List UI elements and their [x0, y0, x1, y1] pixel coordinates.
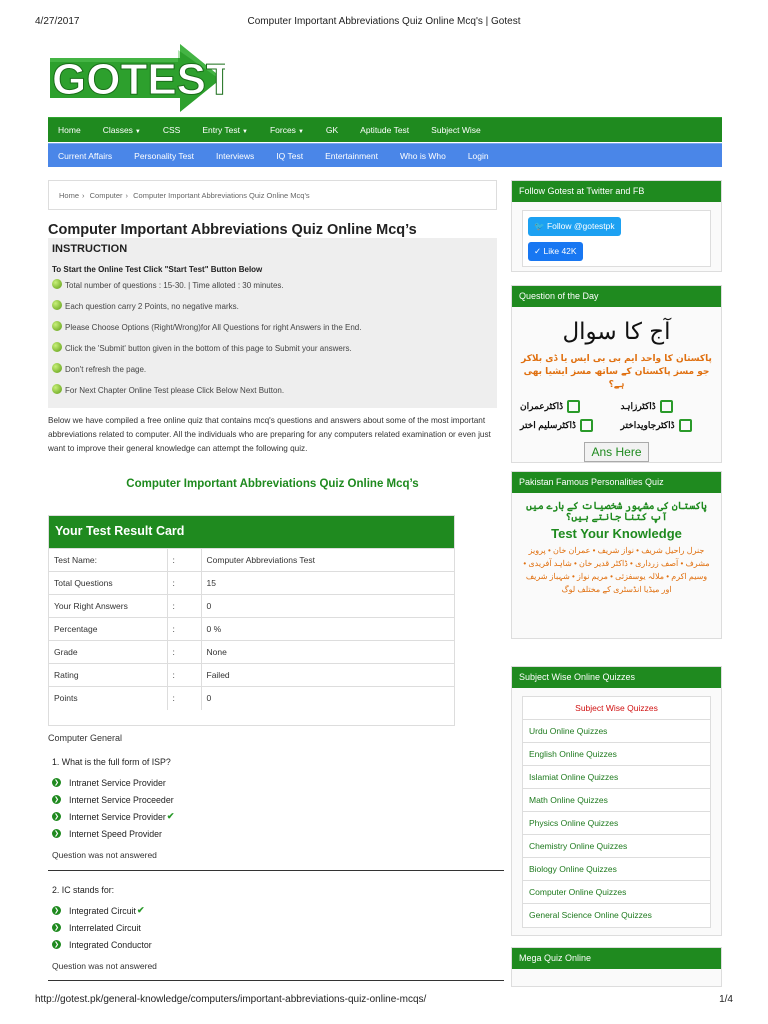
caret-down-icon: ▼ [297, 129, 304, 135]
result-table [49, 548, 454, 710]
green-bullet-icon [52, 321, 62, 331]
nav-item-label: Forces [269, 125, 296, 135]
print-date: 4/27/2017 [35, 16, 80, 27]
answer-option-text: Integrated Circuit [69, 905, 136, 916]
question-status: Question was not answered [52, 850, 157, 860]
subject-quizzes-heading: Subject Wise Online Quizzes [512, 667, 721, 688]
subject-quiz-link[interactable]: Chemistry Online Quizzes [523, 835, 710, 858]
arrow-circle-icon: ❯ [53, 908, 60, 914]
answer-option-text: Intranet Service Provider [69, 777, 166, 788]
instruction-item-text: Don't refresh the page. [65, 365, 147, 374]
subject-quiz-link[interactable]: Islamiat Online Quizzes [523, 766, 710, 789]
subject-list-title: Subject Wise Quizzes [523, 697, 710, 720]
primary-nav [48, 117, 722, 142]
subject-quiz-link[interactable]: English Online Quizzes [523, 743, 710, 766]
instruction-item [52, 344, 493, 365]
instruction-item [52, 323, 493, 344]
result-value: 0 [201, 595, 454, 618]
subject-quiz-link[interactable]: Math Online Quizzes [523, 789, 710, 812]
subject-quiz-link[interactable]: Computer Online Quizzes [523, 881, 710, 904]
result-card [48, 515, 455, 726]
qotd-heading: Question of the Day [512, 286, 721, 307]
correct-check-icon: ✔ [166, 811, 175, 821]
logo-text: GOTEST [52, 55, 225, 104]
result-value: None [201, 641, 454, 664]
breadcrumb-computer[interactable]: Computer [89, 191, 123, 200]
answer-option[interactable] [52, 774, 504, 791]
qotd-option-text: ڈاکٹرعمران [520, 401, 564, 411]
question-divider [48, 870, 504, 871]
answer-option-text: Integrated Conductor [69, 939, 152, 950]
nav-item-login[interactable]: Login [467, 150, 489, 161]
result-value: Computer Abbreviations Test [201, 549, 454, 572]
qotd-option-text: ڈاکٹرسلیم اختر [520, 420, 576, 430]
qotd-option[interactable] [621, 419, 714, 432]
subject-quiz-list [522, 696, 711, 928]
qotd-option-text: ڈاکٹرزاہد [620, 401, 656, 411]
result-value: Failed [201, 664, 454, 687]
result-separator: : [167, 664, 201, 687]
result-row [49, 572, 454, 595]
question-divider [48, 980, 504, 981]
mega-quiz-widget [511, 947, 722, 987]
nav-item-personality-test[interactable]: Personality Test [134, 150, 195, 161]
personalities-urdu-names: جنرل راحیل شریف • نواز شریف • عمران خان • پرویز مشرف • آصف زرداری • ڈاکٹر قدیر خان • شاہد آفریدی • وسیم اکرم • ملالہ یوسفزئی • مریم نواز • شہباز شریف اور میڈیا انڈسٹری کے مختلف لوگ [523, 546, 710, 594]
answer-option[interactable] [52, 936, 504, 953]
correct-check-icon: ✔ [137, 905, 145, 915]
nav-item-label: Home [58, 125, 81, 135]
result-separator: : [167, 549, 201, 572]
qotd-option[interactable] [520, 400, 613, 413]
answer-option[interactable] [52, 825, 504, 842]
nav-item-entertainment[interactable]: Entertainment [325, 150, 378, 161]
result-row [49, 687, 454, 710]
qotd-widget [511, 285, 722, 463]
secondary-nav [48, 143, 722, 167]
arrow-circle-icon: ❯ [53, 797, 60, 803]
question-text: 1. What is the full form of ISP? [52, 757, 171, 767]
question-status: Question was not answered [52, 961, 157, 971]
facebook-like-label: Like 42K [543, 246, 577, 256]
result-label: Your Right Answers [49, 595, 167, 618]
answer-option-text: Internet Speed Provider [69, 828, 162, 839]
green-bullet-icon [52, 342, 62, 352]
nav-item-label: Classes [102, 125, 133, 135]
subject-quizzes-widget [511, 666, 722, 936]
follow-widget [511, 180, 722, 272]
nav-item-interviews[interactable]: Interviews [216, 150, 255, 161]
checkbox-icon [567, 400, 580, 413]
nav-item-who-is-who[interactable]: Who is Who [400, 150, 446, 161]
nav-item-gk[interactable] [326, 125, 338, 135]
result-label: Points [49, 687, 167, 710]
instruction-item-text: Total number of questions : 15-30. | Time alloted : 30 minutes. [65, 281, 284, 290]
logo-graphic [50, 42, 225, 114]
checkbox-icon [660, 400, 673, 413]
subject-quiz-link[interactable]: Urdu Online Quizzes [523, 720, 710, 743]
section-label: Computer General [48, 733, 123, 743]
instruction-item-text: Click the 'Submit' button given in the bottom of this page to Submit your answers. [65, 344, 352, 353]
result-separator: : [167, 618, 201, 641]
print-page-number: 1/4 [719, 994, 733, 1005]
answer-option-text: Internet Service Provider [69, 811, 166, 822]
nav-item-entry-test[interactable] [202, 125, 248, 135]
result-label: Test Name: [49, 549, 167, 572]
instruction-item [52, 365, 493, 386]
print-header [35, 16, 733, 30]
instruction-item [52, 386, 493, 407]
result-label: Total Questions [49, 572, 167, 595]
gotest-logo[interactable] [50, 42, 225, 114]
print-url: http://gotest.pk/general-knowledge/computers/important-abbreviations-quiz-online-mcqs/ [35, 994, 427, 1005]
breadcrumb-home[interactable]: Home [59, 191, 80, 200]
green-bullet-icon [52, 363, 62, 373]
social-panel [522, 210, 711, 267]
answer-here-button[interactable]: Ans Here [584, 442, 648, 462]
subject-quiz-link[interactable]: Physics Online Quizzes [523, 812, 710, 835]
quiz-title: Computer Important Abbreviations Quiz Online Mcq’s [126, 478, 419, 490]
question-2 [52, 885, 504, 971]
result-value: 15 [201, 572, 454, 595]
result-row [49, 549, 454, 572]
caret-down-icon: ▼ [134, 129, 141, 135]
nav-item-forces[interactable] [270, 125, 304, 135]
answer-option[interactable] [52, 919, 504, 936]
result-card-title: Your Test Result Card [49, 516, 454, 548]
subject-quiz-link[interactable]: General Science Online Quizzes [529, 910, 652, 920]
mega-quiz-heading: Mega Quiz Online [512, 948, 721, 969]
test-your-knowledge: Test Your Knowledge [551, 526, 682, 541]
facebook-like-button[interactable]: ✓ Like 42K [528, 242, 583, 261]
instruction-item-text: Each question carry 2 Points, no negative marks. [65, 302, 239, 311]
answer-option-text: Internet Service Proceeder [69, 794, 174, 805]
answer-option[interactable] [52, 902, 504, 919]
result-separator: : [167, 572, 201, 595]
result-row [49, 618, 454, 641]
subject-quiz-link[interactable]: Biology Online Quizzes [523, 858, 710, 881]
intro-paragraph: Below we have compiled a free online quiz that contains mcq's questions and answers about some of the most important abbreviations related to computer. All the individuals who are preparing for any computers related examination or even just want to improve their general knowledge can attempt the following quiz. [48, 416, 491, 453]
nav-item-label: Subject Wise [431, 125, 481, 135]
result-value: 0 [201, 687, 454, 710]
nav-item-label: Aptitude Test [360, 125, 410, 135]
nav-item-subject-wise[interactable] [431, 125, 481, 135]
result-label: Percentage [49, 618, 167, 641]
arrow-circle-icon: ❯ [53, 942, 60, 948]
twitter-follow-label: Follow @gotestpk [546, 221, 615, 231]
arrow-circle-icon: ❯ [53, 780, 60, 786]
result-row [49, 595, 454, 618]
personalities-urdu-line: پاکستان کی مشہور شخصیات کے بارے میں آپ کتنا جانتے ہیں؟ [526, 501, 707, 523]
qotd-urdu-question: پاکستان کا واحد ایم بی بی ایس یا ڈی بلاکر جو مسز پاکستان کے ساتھ مسز ایشیا بھی ہے؟ [521, 354, 712, 390]
print-title: Computer Important Abbreviations Quiz Online Mcq's | Gotest [247, 16, 521, 27]
qotd-urdu-title: آج کا سوال [562, 319, 671, 345]
result-separator: : [167, 595, 201, 618]
nav-item-label: CSS [162, 125, 181, 135]
caret-down-icon: ▼ [242, 129, 248, 135]
result-row [49, 664, 454, 687]
result-label: Grade [49, 641, 167, 664]
nav-item-label: Entry Test [202, 125, 240, 135]
nav-item-current-affairs[interactable]: Current Affairs [58, 150, 113, 161]
personalities-widget[interactable] [511, 471, 722, 639]
arrow-circle-icon: ❯ [53, 925, 60, 931]
follow-heading: Follow Gotest at Twitter and FB [512, 181, 721, 202]
green-bullet-icon [52, 300, 62, 310]
question-1 [52, 757, 504, 860]
answer-option[interactable] [52, 791, 504, 808]
breadcrumb: Home › Computer › Computer Important Abbreviations Quiz Online Mcq's [48, 180, 497, 210]
nav-item-home[interactable] [58, 125, 81, 135]
question-text: 2. IC stands for: [52, 885, 115, 895]
instruction-lead: To Start the Online Test Click "Start Test" Button Below [52, 265, 263, 274]
instruction-item-text: Please Choose Options (Right/Wrong)for All Questions for right Answers in the End. [65, 323, 362, 332]
instruction-item-text: For Next Chapter Online Test please Click Below Next Button. [65, 386, 285, 395]
instruction-item [52, 302, 493, 323]
checkbox-icon [679, 419, 692, 432]
nav-item-aptitude-test[interactable] [360, 125, 409, 135]
arrow-circle-icon: ❯ [53, 831, 60, 837]
result-label: Rating [49, 664, 167, 687]
nav-item-iq-test[interactable]: IQ Test [276, 150, 304, 161]
answer-option-text: Interrelated Circuit [69, 922, 141, 933]
arrow-circle-icon: ❯ [53, 814, 60, 820]
personalities-heading: Pakistan Famous Personalities Quiz [512, 472, 721, 493]
qotd-option[interactable] [621, 400, 714, 413]
nav-item-classes[interactable] [103, 125, 141, 135]
nav-item-label: GK [325, 125, 339, 135]
green-bullet-icon [52, 384, 62, 394]
checkbox-icon [580, 419, 593, 432]
instruction-box [48, 238, 497, 408]
qotd-option-text: ڈاکٹرجاویداختر [620, 420, 675, 430]
result-value: 0 % [201, 618, 454, 641]
twitter-follow-button[interactable]: 🐦 Follow @gotestpk [528, 217, 621, 236]
breadcrumb-current: Computer Important Abbreviations Quiz Online Mcq's [133, 191, 310, 200]
answer-option[interactable] [52, 808, 504, 825]
page-title: Computer Important Abbreviations Quiz Online Mcq’s [48, 222, 417, 238]
result-row [49, 641, 454, 664]
result-separator: : [167, 687, 201, 710]
qotd-option[interactable] [520, 419, 613, 432]
nav-item-css[interactable] [163, 125, 180, 135]
instruction-item [52, 281, 493, 302]
result-separator: : [167, 641, 201, 664]
green-bullet-icon [52, 279, 62, 289]
instruction-heading: INSTRUCTION [52, 243, 128, 255]
